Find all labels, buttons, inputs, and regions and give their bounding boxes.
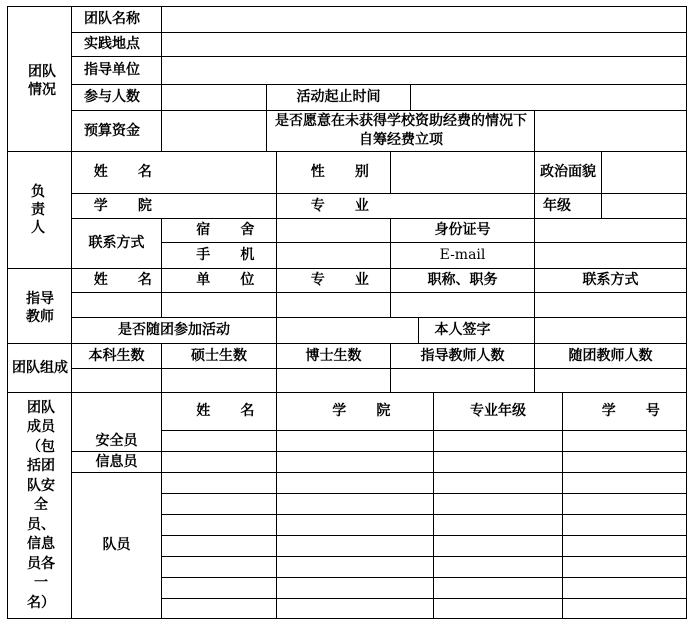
period-field[interactable] [411, 85, 686, 110]
mobile-field[interactable] [277, 243, 390, 268]
label-advisor-title: 职称、职务 [427, 272, 498, 289]
section-leader: 负责人 [31, 184, 45, 236]
label-advisor-contact: 联系方式 [582, 272, 639, 289]
budget-field[interactable] [162, 111, 266, 151]
label-leader-college: 学 院 [93, 197, 165, 214]
label-guide-unit: 指导单位 [84, 62, 140, 79]
label-leader-major: 专 业 [310, 197, 382, 214]
label-member-college: 学 院 [332, 403, 403, 420]
label-self-fund-question: 是否愿意在未获得学校资助经费的情况下自筹经费立项 [275, 113, 527, 148]
label-signature: 本人签字 [434, 322, 491, 339]
id-number-field[interactable] [535, 219, 686, 242]
label-safety-officer: 安全员 [95, 432, 138, 449]
label-advisor-name: 姓 名 [93, 272, 165, 289]
participants-field[interactable] [162, 85, 266, 110]
label-master-count: 硕士生数 [191, 347, 247, 364]
label-advisor-count: 指导教师人数 [420, 347, 505, 364]
leader-grade-field[interactable] [602, 194, 686, 218]
guide-unit-field[interactable] [162, 57, 686, 84]
leader-name-field[interactable] [162, 152, 276, 193]
location-field[interactable] [162, 33, 686, 56]
section-team-info: 团队情况 [28, 64, 56, 98]
label-political-status: 政治面貌 [540, 164, 596, 180]
label-budget: 预算资金 [84, 122, 140, 139]
label-leader-grade: 年级 [543, 197, 571, 214]
label-leader-name: 姓 名 [93, 164, 165, 181]
label-join-question: 是否随团参加活动 [118, 322, 230, 339]
team-name-field[interactable] [162, 7, 686, 32]
label-member-name: 姓 名 [196, 403, 267, 420]
section-composition: 团队组成 [12, 360, 68, 376]
label-member-major-grade: 专业年级 [470, 403, 526, 420]
dorm-field[interactable] [277, 219, 390, 242]
label-location: 实践地点 [84, 36, 140, 53]
join-question-field[interactable] [277, 318, 390, 343]
email-field[interactable] [535, 243, 686, 268]
label-email: E-mail [439, 247, 486, 264]
label-accompanying-count: 随团教师人数 [568, 347, 653, 364]
label-member-student-id: 学 号 [601, 403, 673, 420]
label-info-officer: 信息员 [95, 453, 138, 470]
section-advisor: 指导教师 [26, 291, 54, 325]
label-leader-contact: 联系方式 [88, 235, 145, 252]
label-phd-count: 博士生数 [305, 347, 362, 364]
label-undergrad-count: 本科生数 [88, 347, 145, 364]
label-team-name: 团队名称 [84, 11, 140, 28]
political-status-field[interactable] [602, 152, 686, 193]
label-advisor-unit: 单 位 [196, 272, 267, 289]
label-participants: 参与人数 [84, 89, 140, 106]
leader-college-field[interactable] [162, 194, 276, 218]
leader-gender-field[interactable] [391, 152, 534, 193]
label-dorm: 宿 舍 [196, 222, 267, 239]
label-leader-gender: 性 别 [310, 164, 382, 181]
label-advisor-major: 专 业 [310, 272, 382, 289]
label-team-member: 队员 [102, 537, 131, 554]
label-id-number: 身份证号 [434, 222, 491, 239]
label-period: 活动起止时间 [296, 89, 381, 106]
self-fund-field[interactable] [535, 111, 686, 151]
leader-major-field[interactable] [391, 194, 534, 218]
label-mobile: 手 机 [196, 247, 267, 264]
signature-field[interactable] [535, 318, 686, 343]
section-members: 团队成员（包括团队安全员、信息员各一名） [27, 399, 55, 611]
